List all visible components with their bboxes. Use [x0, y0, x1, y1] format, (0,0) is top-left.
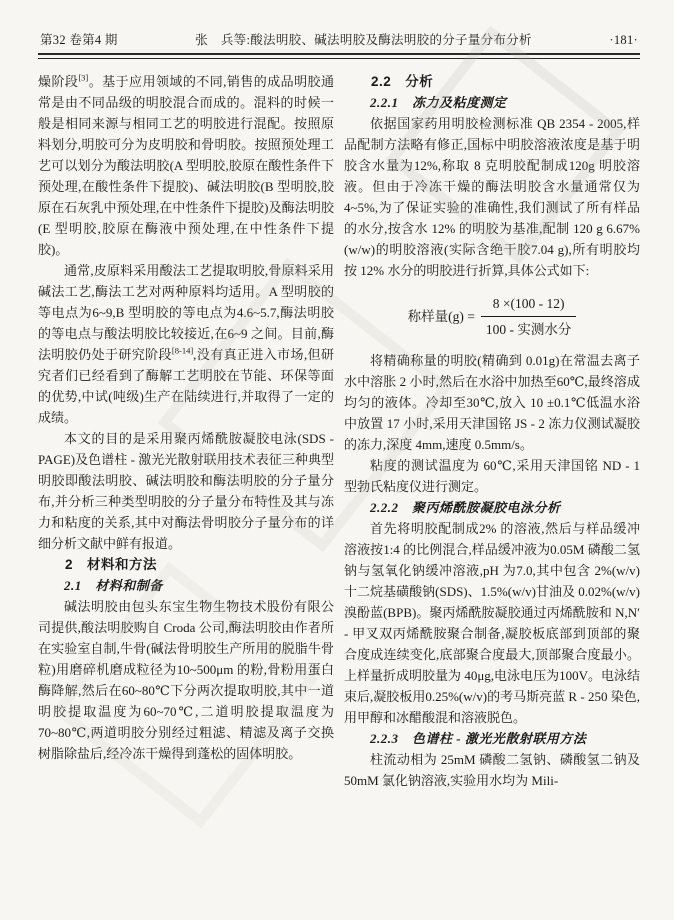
paragraph-text: ,没有真正进入市场,但研究者们已经看到了酶解工艺明胶在节能、环保等面的优势,中试(吨级)生产在陆续进行,并取得了一定的成绩。: [38, 347, 334, 425]
two-column-body: [38, 71, 640, 791]
subsection-heading-bloom-viscosity: 2.2.1 冻力及粘度测定: [370, 95, 507, 110]
paragraph-text: 通常,皮原料采用酸法工艺提取明胶,骨原料采用碱法工艺,酶法工艺对两种原料均适用。A 型明胶的等电点为6~9,B 型明胶的等电点为4.6~5.7,酶法明胶的等电点与酸法明胶比较接近,在6~9 之间。目前,酶法明胶仍处于研究阶段: [38, 263, 334, 362]
paragraph-standard-method: 依据国家药用明胶检测标准 QB 2354 - 2005,样品配制方法略有修正,国标中明胶溶液浓度是基于明胶含水量为12%,称取 8 克明胶配制成120g 明胶溶液。但由于冷冻干燥的酶法明胶含水量通常仅为4~5%,为了保证实验的准确性,我们测试了所有样品的水分,按含水 12% 的明胶为基准,配制 120 g 6.67%(w/w)的明胶溶液(实际含绝干胶7.04 g),所有明胶均按 12% 水分的明胶进行折算,具体公式如下:: [344, 116, 640, 278]
paragraph-electrophoresis: 首先将明胶配制成2% 的溶液,然后与样品缓冲溶液按1:4 的比例混合,样品缓冲液为0.05M 磷酸二氢钠与氢氧化钠缓冲溶液,pH 为7.0,其中包含 2%(w/v)十二烷基磺酸钠(SDS)、1.5%(w/v)甘油及 0.02%(w/v)溴酚蓝(BPB)。聚丙烯酰胺凝胶通过丙烯酰胺和 N,N′ - 甲叉双丙烯酰胺聚合制备,凝胶板底部到顶部的聚合度成连续变化,底部聚合度最大,顶部聚合度最小。上样量折成明胶量为 40μg,电泳电压为100V。电泳结束后,凝胶板用0.25%(w/v)的考马斯亮蓝 R - 250 染色,用甲醇和冰醋酸混和溶液脱色。: [344, 521, 640, 725]
paragraph-bloom-test: 将精确称量的明胶(精确到 0.01g)在常温去离子水中溶胀 2 小时,然后在水浴中加热至60℃,最终溶成均匀的液体。冷却至30℃,放入 10 ±0.1℃低温水浴中放置 17 小时,采用天津国铭 JS - 2 冻力仪测试凝胶的冻力,深度 4mm,速度 0.5mm/s。: [344, 353, 640, 452]
page-header: [38, 30, 640, 53]
subsection-heading-sec-mals: 2.2.3 色谱柱 - 激光光散射联用方法: [370, 731, 587, 746]
citation-ref: [3]: [78, 72, 89, 83]
section-heading-materials-methods: 2 材料和方法: [65, 557, 158, 572]
paragraph-intro-continued: [38, 71, 334, 260]
formula-denominator: 100 - 实测水分: [485, 322, 572, 337]
left-column: [38, 71, 334, 791]
paragraph-materials: 碱法明胶由包头东宝生物生物技术股份有限公司提供,酸法明胶购自 Croda 公司,酶法明胶由作者所在实验室自制,牛骨(碱法骨明胶生产所用的脱脂牛骨粒)用磨碎机磨成粒径为10~500μm 的粉,骨粉用蛋白酶降解,然后在60~80℃下分两次提取明胶,其中一道明胶提取温度为60~70℃,二道明胶提取温度为70~80℃,两道明胶分别经过粗滤、精滤及离子交换树脂除盐后,经冷冻干燥得到蓬松的固体明胶。: [38, 599, 334, 761]
subsection-heading-page-analysis: 2.2.2 聚丙烯酰胺凝胶电泳分析: [370, 500, 561, 515]
paragraph-mobile-phase: 柱流动相为 25mM 磷酸二氢钠、磷酸氢二钠及 50mM 氯化钠溶液,实验用水均为 Mili-: [344, 752, 640, 788]
paragraph-process-types: [38, 260, 334, 428]
subsection-heading-materials-preparation: 2.1 材料和制备: [64, 578, 163, 593]
formula-fraction: [481, 293, 577, 340]
header-double-rule: [38, 53, 640, 59]
citation-ref: [8-14]: [171, 345, 194, 356]
running-title: 张 兵等:酸法明胶、碱法明胶及酶法明胶的分子量分布分析: [195, 33, 532, 47]
sample-weight-formula: [344, 293, 640, 340]
paragraph-text: 。基于应用领域的不同,销售的成品明胶通常是由不同品级的明胶混合而成的。混料的时候一般是相同来源与相同工艺的明胶进行混配。按照原料划分,明胶可分为皮明胶和骨明胶。按照预处理工艺可以划分为酸法明胶(A 型明胶,胶原在酸性条件下预处理,在酸性条件下提胶)、碱法明胶(B 型明胶,胶原在石灰乳中预处理,在中性条件下提胶)及酶法明胶(E 型明胶,胶原在酶液中预处理,在中性条件下提胶)。: [38, 74, 334, 257]
right-column: [344, 71, 640, 791]
section-heading-analysis: 2.2 分析: [371, 74, 434, 89]
paragraph-text: 燥阶段: [38, 74, 79, 89]
formula-numerator: 8 ×(100 - 12): [481, 293, 577, 317]
volume-issue: 第32 卷第4 期: [40, 33, 118, 47]
paragraph-viscosity-test: 粘度的测试温度为 60℃,采用天津国铭 ND - 1 型勃氏粘度仪进行测定。: [344, 458, 640, 494]
paragraph-purpose: 本文的目的是采用聚丙烯酰胺凝胶电泳(SDS - PAGE)及色谱柱 - 激光光散射联用技术表征三种典型明胶即酸法明胶、碱法明胶和酶法明胶的分子量分布,并分析三种类型明胶的分子量分布特性及其与冻力和粘度的关系,其中对酶法骨明胶分子量分布的详细分析文献中鲜有报道。: [38, 431, 334, 551]
formula-lhs: 称样量(g) =: [407, 309, 475, 324]
page-number: ·181·: [609, 33, 638, 47]
